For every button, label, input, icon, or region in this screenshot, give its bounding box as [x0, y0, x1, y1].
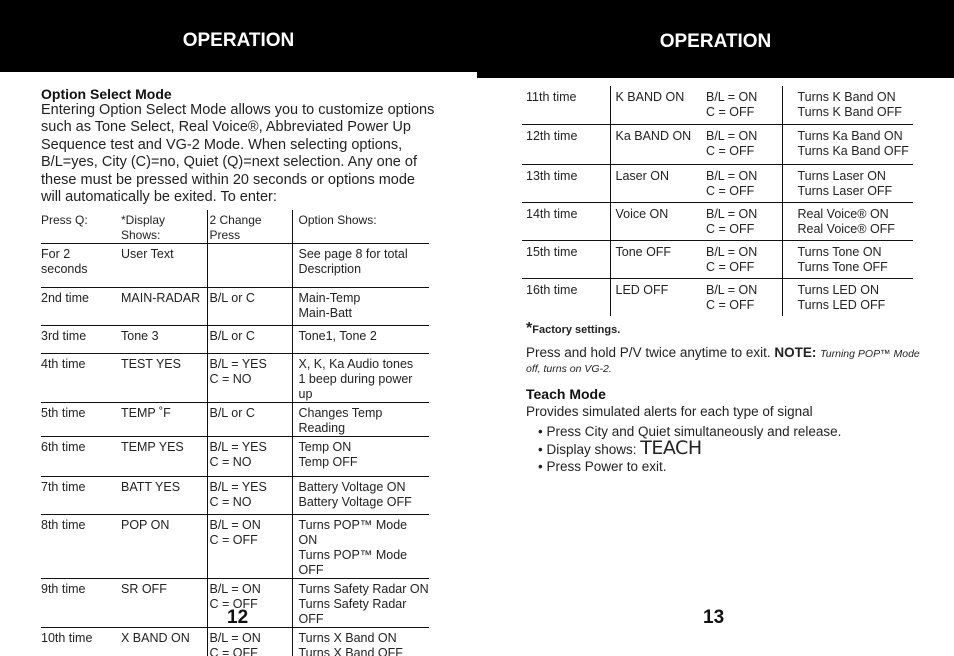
table-row — [41, 288, 429, 326]
press-count: 4th time — [41, 354, 119, 403]
footnote-star: * — [526, 320, 533, 337]
footnote — [526, 320, 620, 338]
display-shows: TEMP YES — [119, 437, 207, 477]
table-row — [41, 403, 429, 437]
press-count: 2nd time — [41, 288, 119, 326]
press-count: 13th time — [522, 164, 610, 202]
teach-steps — [538, 423, 926, 475]
press-count: 3rd time — [41, 326, 119, 354]
note-text: Turning POP™ Mode off, turns on VG-2. — [526, 348, 920, 375]
change-press — [207, 244, 292, 288]
change-press: B/L = ON C = OFF — [702, 202, 782, 240]
display-shows: BATT YES — [119, 477, 207, 515]
option-shows: Turns Safety Radar ON Turns Safety Radar OFF — [292, 579, 429, 628]
table-row — [41, 628, 429, 656]
change-press: B/L or C — [207, 288, 292, 326]
change-press: B/L = ON C = OFF — [207, 628, 292, 656]
table-row — [522, 164, 913, 202]
option-shows: Turns X Band ON Turns X Band OFF — [298, 631, 403, 656]
header-display: *Display Shows: — [119, 210, 207, 244]
display-shows: K BAND ON — [610, 86, 702, 124]
change-press: B/L = YES C = NO — [207, 477, 292, 515]
display-shows: TEST YES — [119, 354, 207, 403]
left-page-header: OPERATION — [0, 0, 477, 72]
teach-mode-section — [526, 385, 926, 475]
options-table-left — [41, 210, 429, 656]
press-count: 14th time — [522, 202, 610, 240]
teach-intro: Provides simulated alerts for each type of signal — [526, 404, 813, 419]
intro-text: Entering Option Select Mode allows you to customize options such as Tone Select, Real Voice®, Abbreviated Power Up Sequence test and VG-2 Mode. When selecting options, B/L=yes, City (C)=no, Quiet (Q)=next selection. Any one of these must be pressed within 20 seconds or options mode will automatically be exited. To enter: — [41, 102, 435, 206]
table-row — [41, 437, 429, 477]
display-shows: TEMP ˚F — [119, 403, 207, 437]
options-table-right — [522, 86, 913, 316]
change-press: B/L or C — [207, 403, 292, 437]
section-title: Option Select Mode — [41, 86, 172, 102]
option-shows: Real Voice® ON Real Voice® OFF — [782, 202, 913, 240]
table-row — [41, 354, 429, 403]
option-shows: Turns Ka Band ON Turns Ka Band OFF — [782, 124, 913, 164]
footnote-text: Factory settings. — [532, 324, 621, 336]
change-press: B/L = YES C = NO — [207, 437, 292, 477]
teach-title: Teach Mode — [526, 386, 606, 402]
change-press: B/L = ON C = OFF — [207, 515, 292, 579]
teach-step-3: • Press Power to exit. — [538, 459, 667, 474]
table-row — [41, 515, 429, 579]
table-row — [522, 240, 913, 278]
option-shows: Main-Temp Main-Batt — [292, 288, 429, 326]
change-press: B/L = ON C = OFF — [702, 86, 782, 124]
option-shows: X, K, Ka Audio tones 1 beep during power up — [292, 354, 429, 403]
teach-step-1: • Press City and Quiet simultaneously and release. — [538, 424, 842, 439]
display-shows: MAIN-RADAR — [119, 288, 207, 326]
option-shows: Turns LED ON Turns LED OFF — [797, 282, 886, 312]
change-press: B/L = ON C = OFF — [702, 278, 782, 316]
table-row — [522, 202, 913, 240]
change-press: B/L = ON C = OFF — [702, 164, 782, 202]
table-row — [522, 86, 913, 124]
display-shows: Tone OFF — [610, 240, 702, 278]
option-shows: Temp ON Temp OFF — [292, 437, 429, 477]
table-row — [41, 477, 429, 515]
option-select-section — [41, 86, 436, 206]
display-shows: X BAND ON — [119, 628, 207, 656]
note-label: NOTE: — [774, 345, 817, 360]
display-shows: Laser ON — [610, 164, 702, 202]
press-count: 15th time — [522, 240, 610, 278]
change-press: B/L = ON C = OFF — [702, 240, 782, 278]
teach-step-2 — [538, 437, 926, 459]
option-shows: Battery Voltage ON Battery Voltage OFF — [292, 477, 429, 515]
header-change: 2 Change Press — [207, 210, 292, 244]
option-shows: Tone1, Tone 2 — [292, 326, 429, 354]
table-header-row — [41, 210, 429, 244]
teach-step-2-text: • Display shows: — [538, 442, 637, 457]
table-row — [522, 278, 913, 316]
press-count: 11th time — [522, 86, 610, 124]
table-row — [41, 326, 429, 354]
teach-display: TEACH — [640, 437, 702, 459]
right-page-header: OPERATION — [477, 0, 954, 78]
option-shows: Turns Laser ON Turns Laser OFF — [782, 164, 913, 202]
display-shows: SR OFF — [119, 579, 207, 628]
press-text: Press and hold P/V twice anytime to exit. — [526, 345, 771, 360]
display-shows: Voice ON — [610, 202, 702, 240]
option-shows: Changes Temp Reading — [292, 403, 429, 437]
display-shows: LED OFF — [610, 278, 702, 316]
change-press: B/L = ON C = OFF — [702, 124, 782, 164]
press-count: 16th time — [526, 282, 578, 297]
header-press: Press Q: — [41, 210, 119, 244]
press-count: 7th time — [41, 477, 119, 515]
press-count: 10th time — [41, 631, 93, 645]
change-press: B/L = ON C = OFF — [207, 579, 292, 628]
option-shows: Turns K Band ON Turns K Band OFF — [782, 86, 913, 124]
press-count: 9th time — [41, 579, 119, 628]
display-shows: POP ON — [119, 515, 207, 579]
press-count: 8th time — [41, 515, 119, 579]
option-shows: See page 8 for total Description — [292, 244, 429, 288]
display-shows: Ka BAND ON — [610, 124, 702, 164]
press-count: 5th time — [41, 403, 119, 437]
page-number-right: 13 — [703, 607, 725, 628]
press-count: 12th time — [522, 124, 610, 164]
table-row — [522, 124, 913, 164]
display-shows: User Text — [119, 244, 207, 288]
header-option: Option Shows: — [292, 210, 429, 244]
page-number-left: 12 — [227, 607, 249, 628]
option-shows: Turns POP™ Mode ON Turns POP™ Mode OFF — [292, 515, 429, 579]
table-row — [41, 244, 429, 288]
exit-instruction — [526, 346, 926, 376]
press-count: 6th time — [41, 437, 119, 477]
press-count: For 2 seconds — [41, 244, 119, 288]
option-shows: Turns Tone ON Turns Tone OFF — [782, 240, 913, 278]
display-shows: Tone 3 — [119, 326, 207, 354]
change-press: B/L or C — [207, 326, 292, 354]
change-press: B/L = YES C = NO — [207, 354, 292, 403]
